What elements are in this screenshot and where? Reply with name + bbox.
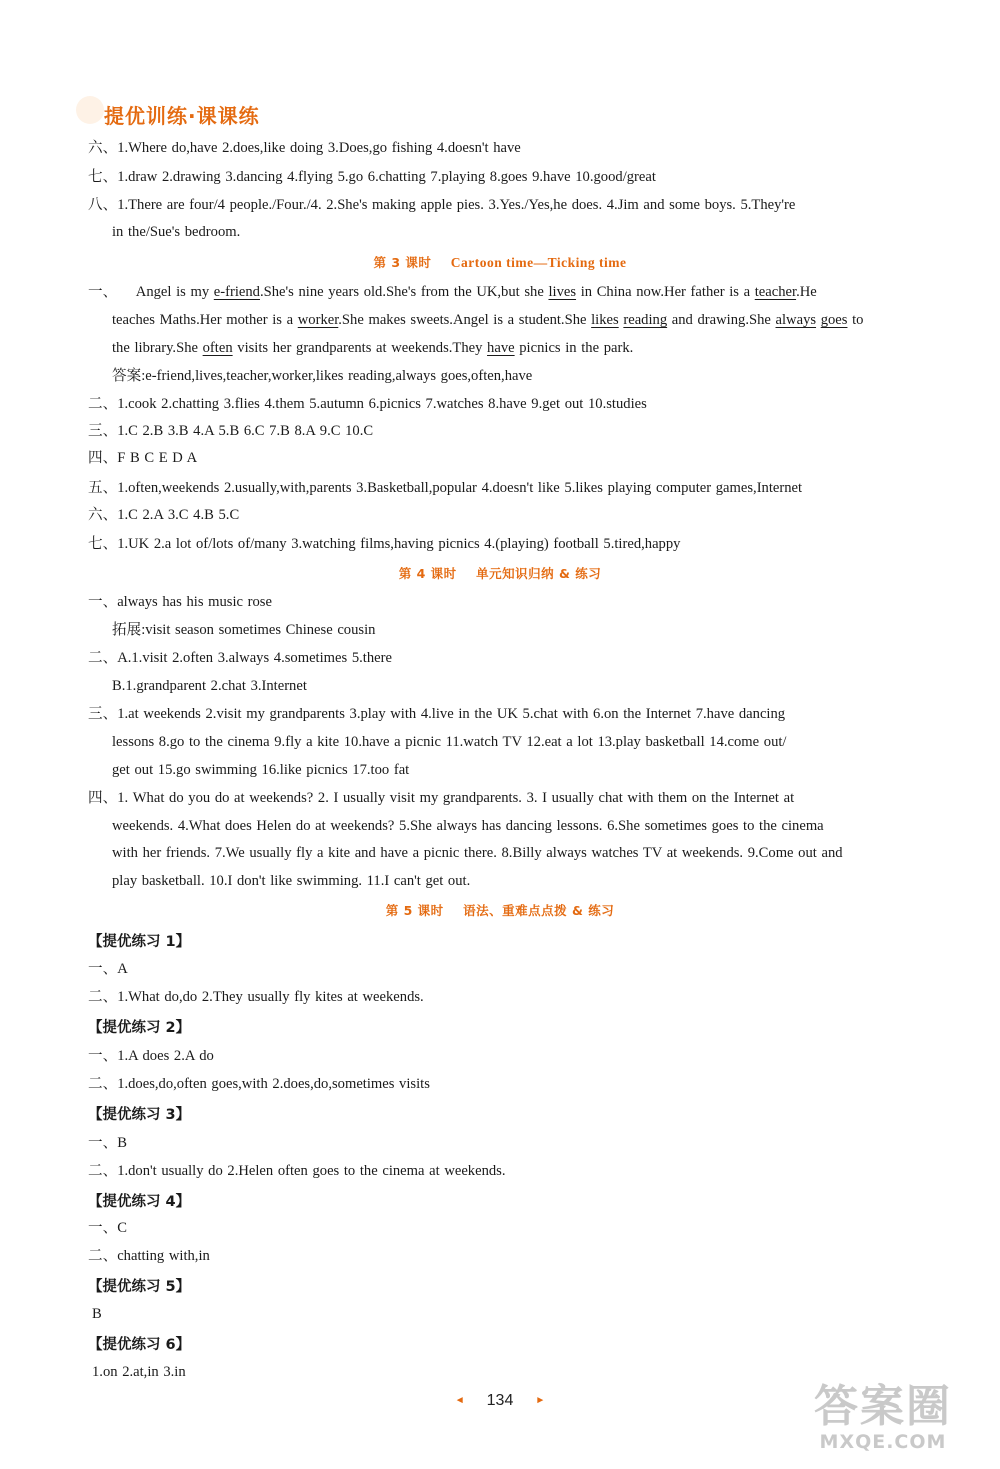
passage-text: .He <box>796 284 817 300</box>
left-arrow-icon: ◄ <box>454 1395 465 1407</box>
answer-line: 二、1.cook 2.chatting 3.flies 4.them 5.autumn 6.picnics 7.watches 8.have 9.get out 10.studies <box>88 396 647 412</box>
section-name: 语法、重难点点拨 & 练习 <box>463 903 615 918</box>
passage-text: to <box>847 312 864 328</box>
answer-line: 二、A.1.visit 2.often 3.always 4.sometimes 5.there <box>88 650 392 666</box>
answer-line: 四、1. What do you do at weekends? 2. I usually visit my grandparents. 3. I usually chat with them on the Internet at <box>88 790 795 806</box>
passage-text: teaches Maths.Her mother is a <box>112 312 298 328</box>
answer-line: 1.on 2.at,in 3.in <box>92 1364 186 1380</box>
underlined-word: lives <box>548 284 577 300</box>
section-title-lesson5 <box>0 901 1000 919</box>
watermark-text: 答案圈 <box>814 1381 952 1432</box>
passage-text: .She makes sweets.Angel is a student.She <box>338 312 592 328</box>
underlined-word: always <box>775 312 817 328</box>
answer-line: play basketball. 10.I don't like swimming. 11.I can't get out. <box>112 873 471 889</box>
watermark-logo <box>788 1383 978 1461</box>
header-decoration <box>76 96 104 124</box>
exercise-heading: 【提优练习 6】 <box>88 1337 191 1353</box>
passage-text: Angel is my <box>135 284 214 300</box>
answer-line: 七、1.UK 2.a lot of/lots of/many 3.watching films,having picnics 4.(playing) football 5.tired,happy <box>88 536 681 552</box>
passage-text: picnics in the park. <box>514 340 634 356</box>
section-number: 第 4 课时 <box>398 566 457 581</box>
answer-line: 拓展:visit season sometimes Chinese cousin <box>112 622 376 638</box>
answer-line: 四、F B C E D A <box>88 450 198 466</box>
underlined-word: reading <box>623 312 668 328</box>
underlined-word: often <box>202 340 233 356</box>
answer-line: lessons 8.go to the cinema 9.fly a kite 10.have a picnic 11.watch TV 12.eat a lot 13.play basketball 14.come out/ <box>112 734 787 750</box>
answer-line: 一、B <box>88 1135 127 1151</box>
exercise-heading: 【提优练习 2】 <box>88 1020 191 1036</box>
section-name: Cartoon time—Ticking time <box>450 255 627 270</box>
answer-line: B <box>92 1306 102 1322</box>
answer-line: with her friends. 7.We usually fly a kite and have a picnic there. 8.Billy always watches TV at weekends. 9.Come out and <box>112 845 843 861</box>
answer-key-line: 答案:e-friend,lives,teacher,worker,likes reading,always goes,often,have <box>112 368 533 384</box>
underlined-word: worker <box>297 312 339 328</box>
passage-line <box>112 310 863 330</box>
answer-line: in the/Sue's bedroom. <box>112 224 241 240</box>
answer-line: 二、1.don't usually do 2.Helen often goes to the cinema at weekends. <box>88 1163 506 1179</box>
answer-line: 一、A <box>88 961 128 977</box>
answer-line: 一、always has his music rose <box>88 594 272 610</box>
section-number: 第 5 课时 <box>385 903 444 918</box>
exercise-heading: 【提优练习 1】 <box>88 934 191 950</box>
exercise-heading: 【提优练习 5】 <box>88 1279 191 1295</box>
section-title-lesson3 <box>0 253 1000 271</box>
answer-line: 五、1.often,weekends 2.usually,with,parents 3.Basketball,popular 4.doesn't like 5.likes playing computer games,Internet <box>88 480 803 496</box>
section-number: 第 3 课时 <box>373 255 432 270</box>
answer-line: 七、1.draw 2.drawing 3.dancing 4.flying 5.go 6.chatting 7.playing 8.goes 9.have 10.good/great <box>88 169 656 185</box>
underlined-word: e-friend <box>213 284 260 300</box>
passage-line <box>88 282 817 302</box>
passage-text: visits her grandparents at weekends.They <box>232 340 488 356</box>
answer-line: B.1.grandparent 2.chat 3.Internet <box>112 678 307 694</box>
exercise-heading: 【提优练习 4】 <box>88 1194 191 1210</box>
answer-line: 一、C <box>88 1220 127 1236</box>
section-name: 单元知识归纳 & 练习 <box>476 566 602 581</box>
passage-text: the library.She <box>112 340 203 356</box>
answer-line: 一、1.A does 2.A do <box>88 1048 214 1064</box>
passage-line <box>112 338 633 358</box>
underlined-word: teacher <box>754 284 797 300</box>
answer-line: 二、1.What do,do 2.They usually fly kites at weekends. <box>88 989 424 1005</box>
page-number: 134 <box>486 1392 514 1409</box>
answer-line: 六、1.C 2.A 3.C 4.B 5.C <box>88 507 240 523</box>
item-marker: 一、 <box>88 284 118 300</box>
answer-line: get out 15.go swimming 16.like picnics 17.too fat <box>112 762 410 778</box>
section-title-lesson4 <box>0 564 1000 582</box>
answer-line: 三、1.at weekends 2.visit my grandparents 3.play with 4.live in the UK 5.chat with 6.on the Internet 7.have dancing <box>88 706 786 722</box>
answer-line: 三、1.C 2.B 3.B 4.A 5.B 6.C 7.B 8.A 9.C 10.C <box>88 423 374 439</box>
passage-text: in China now.Her father is a <box>576 284 755 300</box>
answer-line: 六、1.Where do,have 2.does,like doing 3.Does,go fishing 4.doesn't have <box>88 140 521 156</box>
passage-text: .She's nine years old.She's from the UK,but she <box>259 284 549 300</box>
underlined-word: goes <box>820 312 848 328</box>
underlined-word: likes <box>591 312 619 328</box>
right-arrow-icon: ► <box>535 1395 546 1407</box>
passage-text: and drawing.She <box>667 312 776 328</box>
answer-line: 二、1.does,do,often goes,with 2.does,do,sometimes visits <box>88 1076 430 1092</box>
page-header-title: 提优训练·课课练 <box>104 104 260 128</box>
answer-line: weekends. 4.What does Helen do at weekends? 5.She always has dancing lessons. 6.She sometimes goes to the cinema <box>112 818 824 834</box>
underlined-word: have <box>487 340 515 356</box>
answer-line: 二、chatting with,in <box>88 1248 210 1264</box>
answer-line: 八、1.There are four/4 people./Four./4. 2.She's making apple pies. 3.Yes./Yes,he does. 4.Jim and some boys. 5.They're <box>88 197 796 213</box>
watermark-url: MXQE.COM <box>819 1431 947 1453</box>
exercise-heading: 【提优练习 3】 <box>88 1107 191 1123</box>
